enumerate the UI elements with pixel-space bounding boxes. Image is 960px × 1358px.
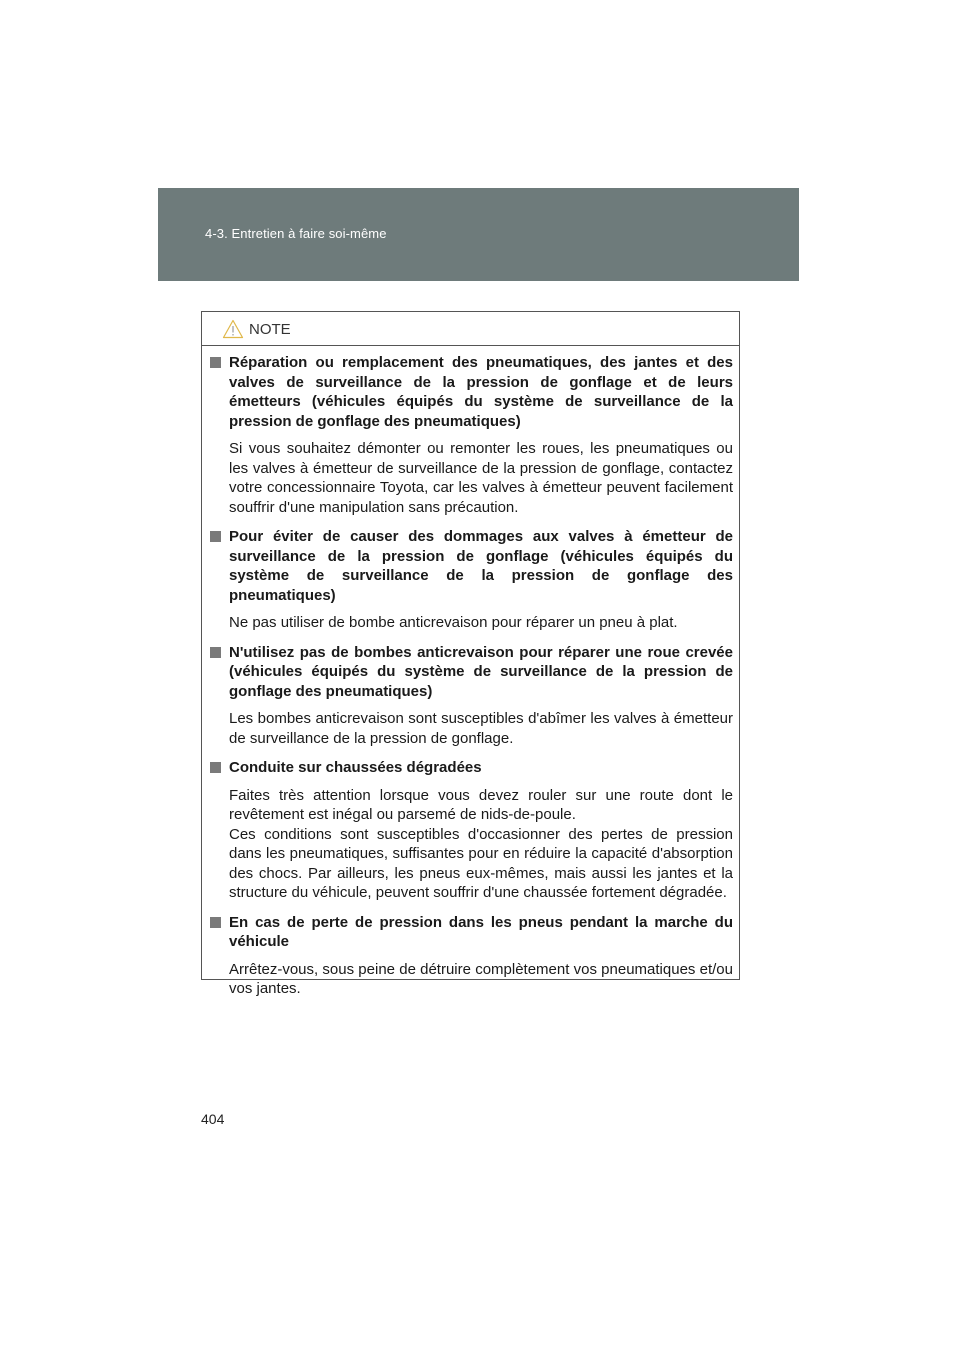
bullet-square-icon [210, 357, 221, 368]
page-number: 404 [201, 1111, 225, 1127]
section-header-bar [158, 188, 799, 281]
note-item [210, 913, 733, 999]
item-text: Ces conditions sont susceptibles d'occasionner des pertes de pression dans les pneumatiques, suffisantes pour en réduire la capacité d'absorption des chocs. Par ailleurs, les pneus eux-mêmes, mais aussi les jantes et la structure du véhicule, peuvent souffrir d'une chaussée fortement dégradée. [229, 825, 733, 901]
note-item [210, 527, 733, 633]
note-divider [202, 345, 739, 346]
item-text: Si vous souhaitez démonter ou remonter les roues, les pneumatiques ou les valves à émetteur de surveillance de la pression de gonflage, contactez votre concessionnaire Toyota, car les valves à émetteur peuvent facilement souffrir d'une manipulation sans précaution. [229, 440, 733, 516]
note-item [210, 643, 733, 749]
bullet-square-icon [210, 917, 221, 928]
bullet-square-icon [210, 762, 221, 773]
note-item [210, 758, 733, 903]
item-heading: Conduite sur chaussées dégradées [229, 759, 482, 776]
item-text: Arrêtez-vous, sous peine de détruire complètement vos pneumatiques et/ou vos jantes. [229, 960, 733, 997]
note-item [210, 353, 733, 517]
item-text: Ne pas utiliser de bombe anticrevaison pour réparer un pneu à plat. [229, 614, 678, 631]
bullet-square-icon [210, 647, 221, 658]
bullet-square-icon [210, 531, 221, 542]
item-text: Les bombes anticrevaison sont susceptibles d'abîmer les valves à émetteur de surveillance de la pression de gonflage. [229, 710, 733, 747]
item-heading: Réparation ou remplacement des pneumatiques, des jantes et des valves de surveillance de la pression de gonflage et de leurs émetteurs (véhicules équipés du système de surveillance de la pression de gonflage des pneumatiques) [229, 354, 733, 430]
note-box [201, 311, 740, 997]
item-heading: N'utilisez pas de bombes anticrevaison pour réparer une roue crevée (véhicules équipés du système de surveillance de la pression de gonflage des pneumatiques) [229, 643, 733, 700]
item-heading: Pour éviter de causer des dommages aux valves à émetteur de surveillance de la pression de gonflage (véhicules équipés du système de surveillance de la pression de gonflage des pneumatiques) [229, 528, 733, 604]
note-header [222, 314, 291, 344]
section-label: 4-3. Entretien à faire soi-même [205, 226, 387, 241]
note-body [210, 353, 733, 1009]
item-heading: En cas de perte de pression dans les pneus pendant la marche du véhicule [229, 913, 733, 950]
note-title: NOTE [249, 320, 291, 338]
warning-triangle-icon [222, 319, 244, 339]
item-text: Faites très attention lorsque vous devez rouler sur une route dont le revêtement est inégal ou parsemé de nids-de-poule. [229, 786, 733, 823]
